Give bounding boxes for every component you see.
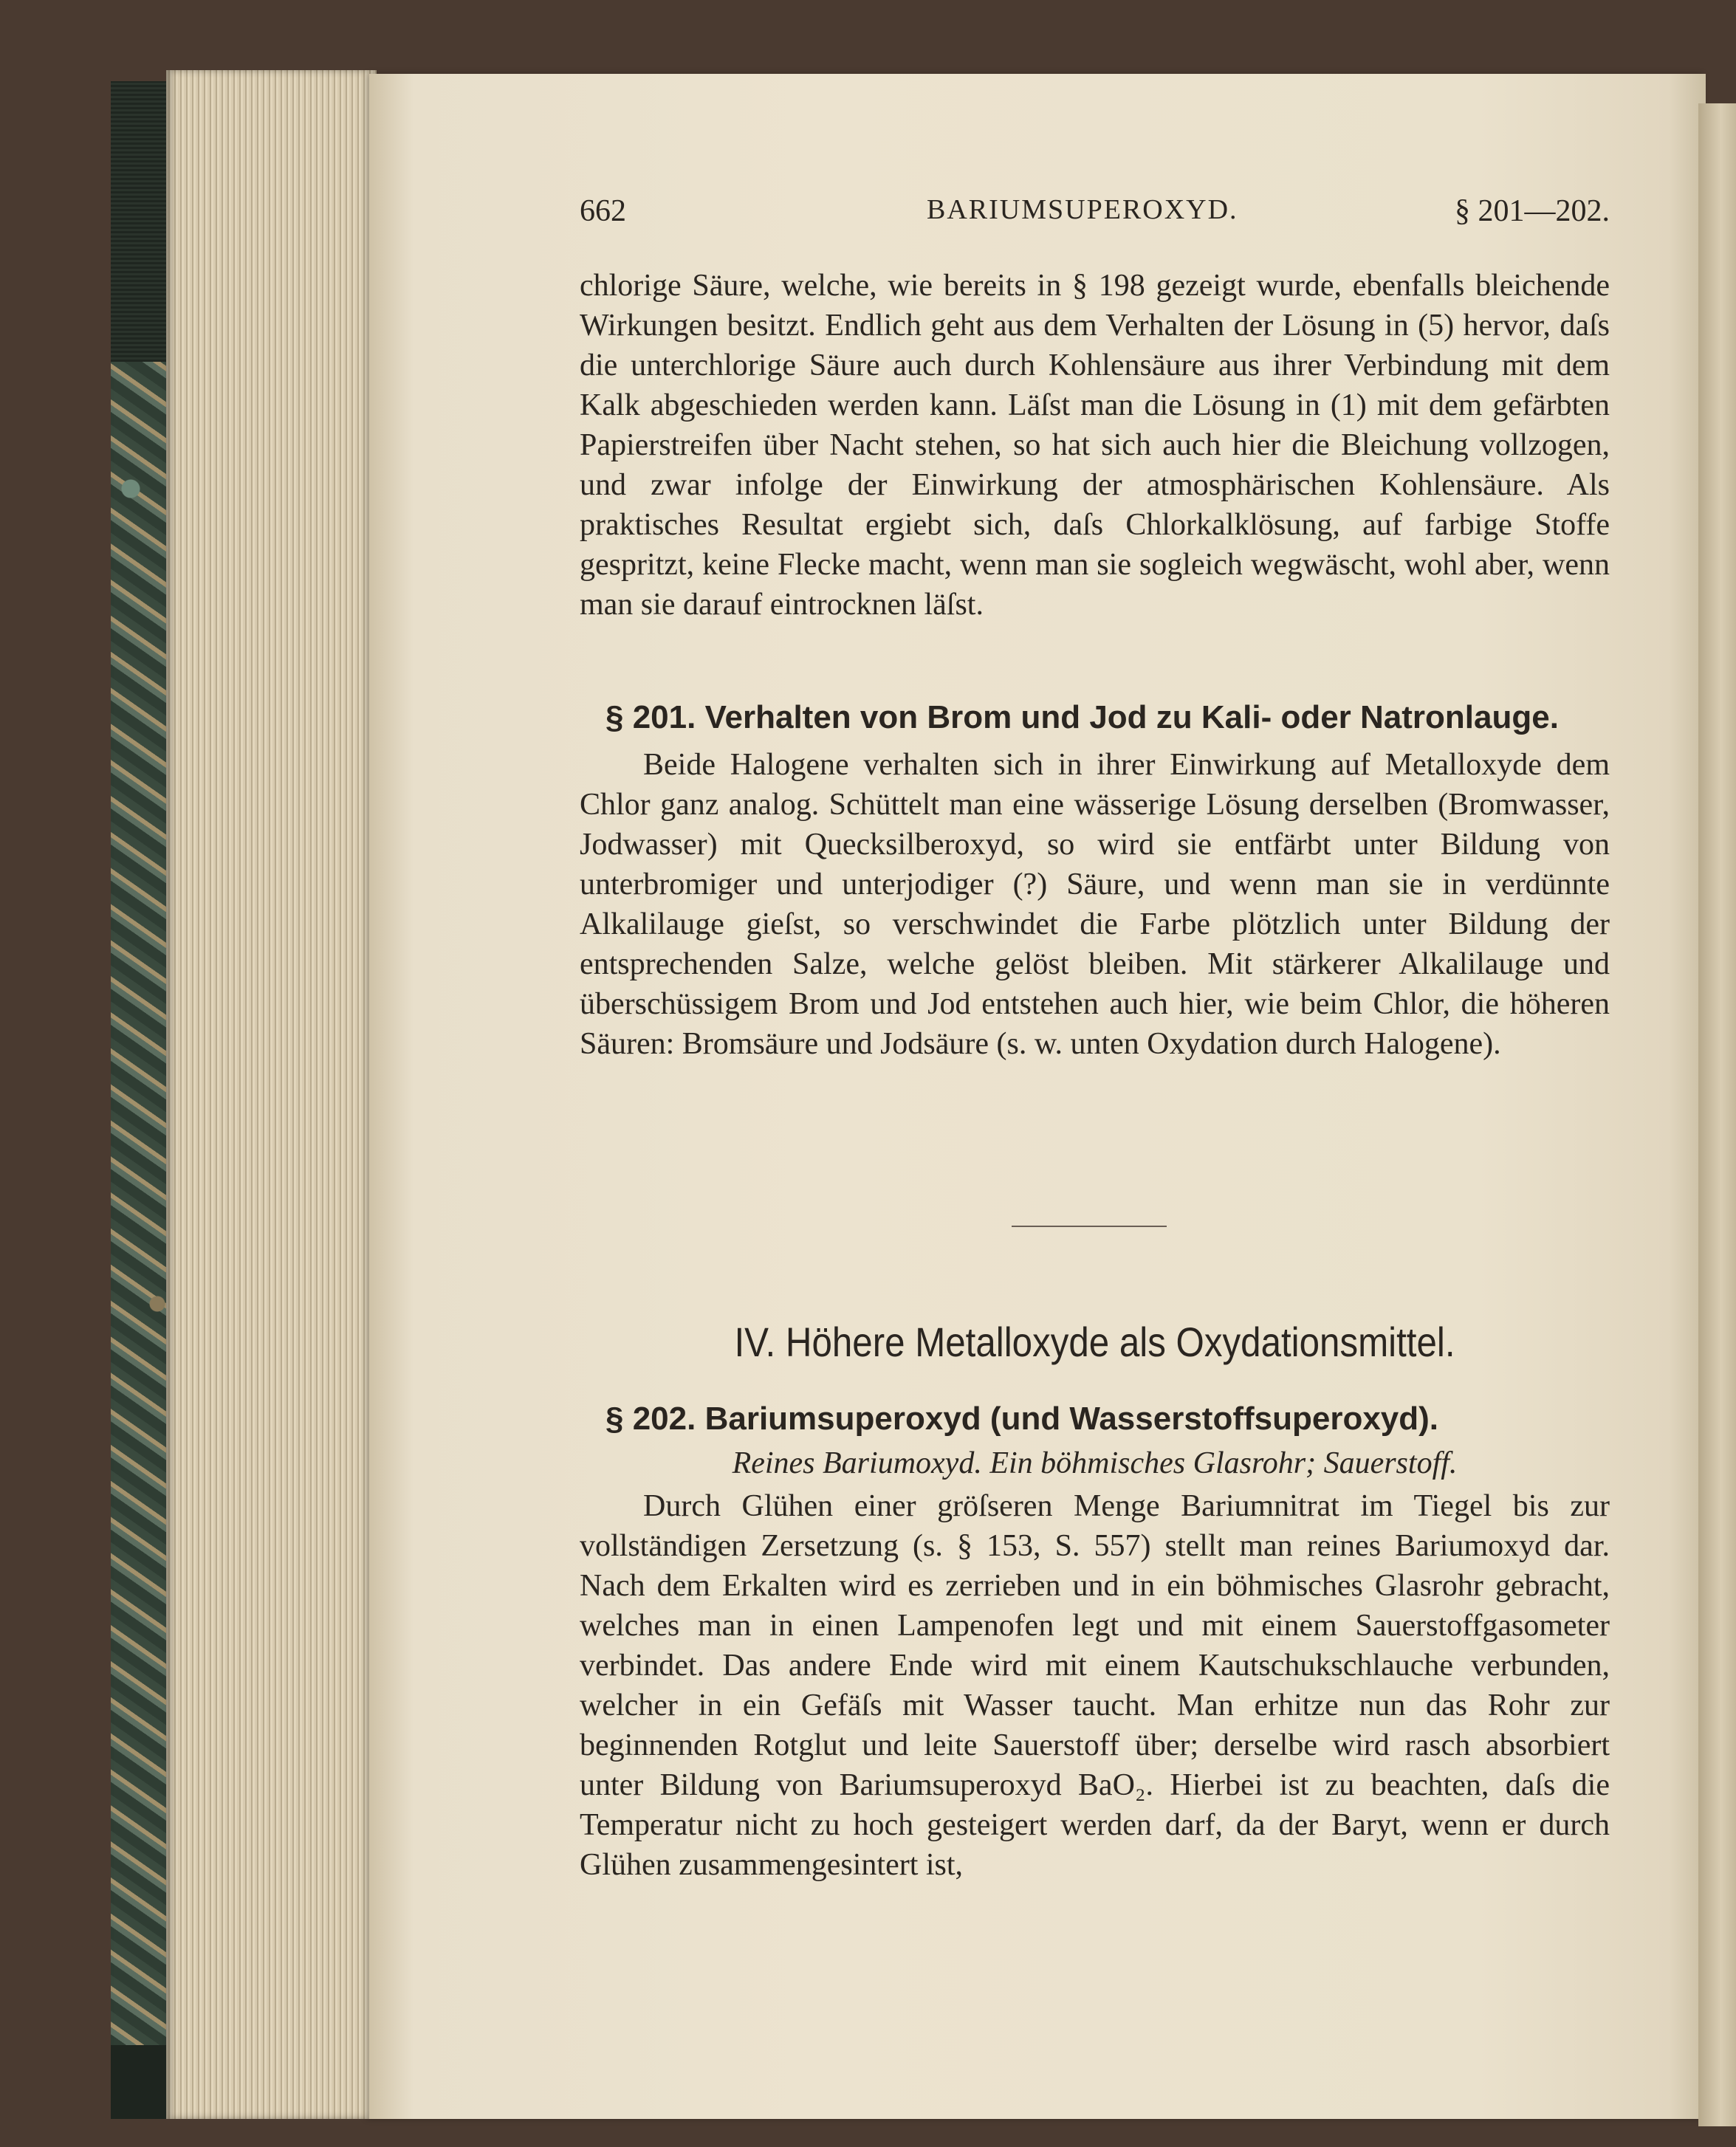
section-202-title: Bariumsuperoxyd (und Wasserstoffsuperoxyd). bbox=[704, 1401, 1439, 1437]
chapter-title: IV. Höhere Metalloxyde als Oxydationsmittel. bbox=[734, 1319, 1455, 1365]
page-number: 662 bbox=[580, 194, 626, 228]
section-202-heading bbox=[580, 1399, 1610, 1439]
section-201-heading bbox=[580, 698, 1610, 738]
section-201 bbox=[580, 698, 1610, 1064]
section-201-body: Beide Halogene verhalten sich in ihrer Einwirkung auf Metalloxyde dem Chlor ganz analog. Schüttelt man eine wässerige Lösung derselben (Bromwasser, Jodwasser) mit Quecksilberoxyd, so wird sie entfärbt unter Bildung von unterbromiger und unterjodiger (?) Säure, und wenn man sie in verdünnte Alkalilauge gieſst, so verschwindet die Farbe plötzlich unter Bildung der entsprechenden Salze, welche gelöst bleiben. Mit stärkerer Alkalilauge und überschüssigem Brom und Jod entstehen auch hier, wie beim Chlor, die höheren Säuren: Bromsäure und Jodsäure (s. w. unten Oxydation durch Halogene). bbox=[580, 748, 1610, 1061]
running-header bbox=[580, 193, 1610, 238]
section-202-number: § 202. bbox=[605, 1401, 696, 1437]
intro-block bbox=[580, 266, 1610, 625]
section-201-title: Verhalten von Brom und Jod zu Kali- oder Natronlauge. bbox=[704, 699, 1559, 735]
page-block-edges bbox=[166, 70, 377, 2119]
section-202-materials: Reines Bariumoxyd. Ein böhmisches Glasrohr; Sauerstoff. bbox=[732, 1446, 1458, 1480]
section-divider bbox=[1012, 1226, 1167, 1227]
next-page-edge bbox=[1698, 103, 1736, 2126]
section-201-number: § 201. bbox=[605, 699, 696, 735]
section-202 bbox=[580, 1399, 1610, 1885]
section-range: § 201—202. bbox=[1455, 194, 1610, 228]
intro-paragraph: chlorige Säure, welche, wie bereits in § 198 gezeigt wurde, ebenfalls bleichende Wirkungen besitzt. Endlich geht aus dem Verhalten der Lösung in (5) hervor, daſs die unterchlorige Säure auch durch Kohlensäure aus ihrer Verbindung mit dem Kalk abgeschieden werden kann. Läſst man die Lösung in (1) mit dem gefärbten Papierstreifen über Nacht stehen, so hat sich auch hier die Bleichung vollzogen, und zwar infolge der Einwirkung der atmosphärischen Kohlensäure. Als praktisches Resultat ergiebt sich, daſs Chlorkalklösung, auf farbige Stoffe gespritzt, keine Flecke macht, wenn man sie sogleich wegwäscht, wohl aber, wenn man sie darauf eintrocknen läſst. bbox=[580, 269, 1610, 622]
section-202-body: Durch Glühen einer gröſseren Menge Bariumnitrat im Tiegel bis zur vollständigen Zersetzung (s. § 153, S. 557) stellt man reines Bariumoxyd dar. Nach dem Erkalten wird es zerrieben und in ein böhmisches Glasrohr gebracht, welches man in einen Lampenofen legt und mit einem Sauerstoffgasometer verbindet. Das andere Ende wird mit einem Kautschukschlauche verbunden, welcher in ein Gefäſs mit Wasser taucht. Man erhitze nun das Rohr zur beginnenden Rotglut und leite Sauerstoff über; derselbe wird rasch absorbiert unter Bildung von Bariumsuperoxyd BaO₂. Hierbei ist zu beachten, daſs die Temperatur nicht zu hoch gesteigert werden darf, da der Baryt, wenn er durch Glühen zusammengesintert ist, bbox=[580, 1489, 1610, 1882]
running-title: BARIUMSUPEROXYD. bbox=[927, 194, 1238, 225]
